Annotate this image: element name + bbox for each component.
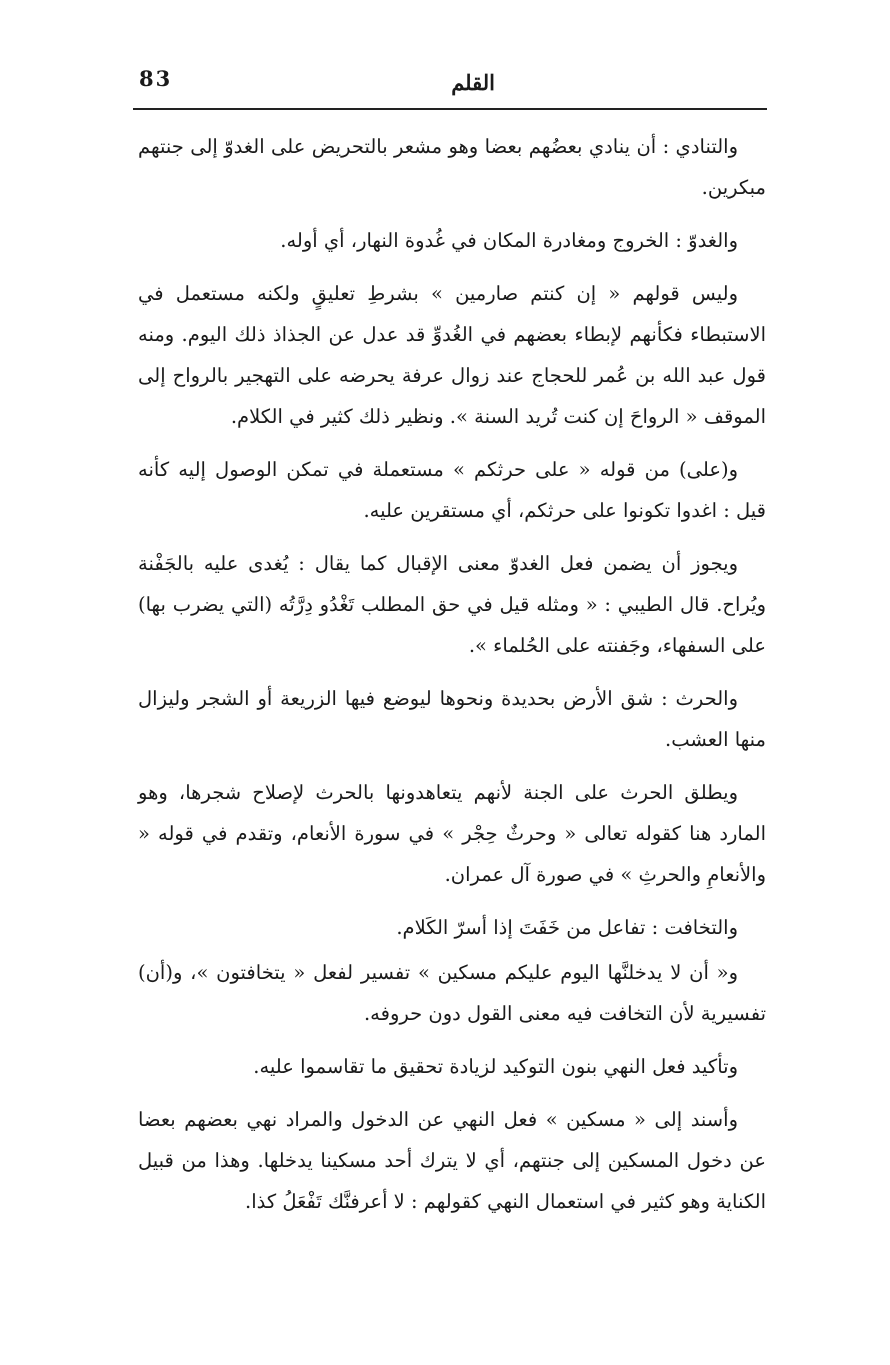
page-title: القلم (451, 70, 495, 95)
page-number: 83 (139, 66, 173, 91)
paragraph: والتنادي : أن ينادي بعضُهم بعضا وهو مشعر بالتحريض على الغدوّ إلى جنتهم مبكرين. (138, 135, 766, 199)
body-text (138, 126, 766, 1234)
header-divider (133, 108, 767, 110)
paragraph: و(على) من قوله « على حرثكم » مستعملة في تمكن الوصول إليه كأنه قيل : اغدوا تكونوا على حرثكم، أي مستقرين عليه. (138, 458, 766, 522)
paragraph: وتأكيد فعل النهي بنون التوكيد لزيادة تحقيق ما تقاسموا عليه. (253, 1055, 738, 1078)
paragraph: وأسند إلى « مسكين » فعل النهي عن الدخول والمراد نهي بعضهم بعضا عن دخول المسكين إلى جنتهم، أي لا يترك أحد مسكينا يدخلها. وهذا من قبيل الكناية وهو كثير في استعمال النهي كقولهم : لا أعرفنَّك تَفْعَلُ كذا. (138, 1108, 766, 1213)
paragraph: ويجوز أن يضمن فعل الغدوّ معنى الإقبال كما يقال : يُغدى عليه بالجَفْنة ويُراح. قال الطيبي : « ومثله قيل في حق المطلب تَغْدُو دِرَّتُه (التي يضرب بها) على السفهاء، وجَفنته على الحُلماء ». (138, 552, 766, 657)
paragraph: والحرث : شق الأرض بحديدة ونحوها ليوضع فيها الزريعة أو الشجر وليزال منها العشب. (138, 687, 766, 751)
page-header (135, 62, 765, 106)
paragraph: ويطلق الحرث على الجنة لأنهم يتعاهدونها بالحرث لإصلاح شجرها، وهو المارد هنا كقوله تعالى « وحرثٌ حِجْر » في سورة الأنعام، وتقدم في قوله « والأنعامِ والحرثِ » في صورة آل عمران. (138, 781, 766, 886)
paragraph: والغدوّ : الخروج ومغادرة المكان في غُدوة النهار، أي أوله. (280, 229, 738, 252)
paragraph: وليس قولهم « إن كنتم صارمين » بشرطِ تعليقٍ ولكنه مستعمل في الاستبطاء فكأنهم لإبطاء بعضهم في الغُدوِّ قد عدل عن الجذاذ ذلك اليوم. ومنه قول عبد الله بن عُمر للحجاج عند زوال عرفة يحرضه على التهجير بالرواح إلى الموقف « الرواحَ إن كنت تُريد السنة ». ونظير ذلك كثير في الكلام. (138, 282, 766, 428)
paragraph: والتخافت : تفاعل من خَفَتَ إذا أسرّ الكَلام. (396, 916, 738, 939)
paragraph: و« أن لا يدخلنَّها اليوم عليكم مسكين » تفسير لفعل « يتخافتون »، و(أن) تفسيرية لأن التخافت فيه معنى القول دون حروفه. (138, 961, 766, 1025)
